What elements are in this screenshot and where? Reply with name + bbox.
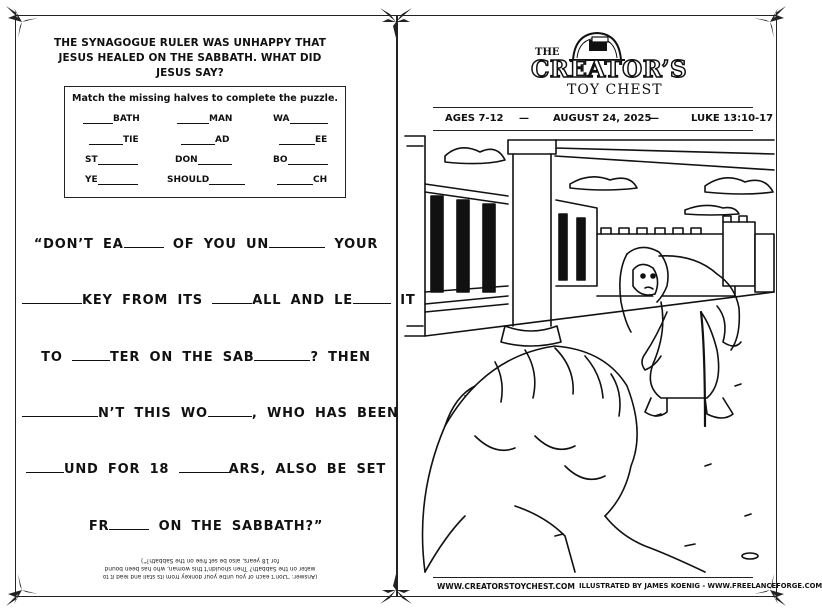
coloring-illustration — [405, 136, 774, 572]
puzzle-cell[interactable]: ST — [85, 155, 138, 165]
puzzle-cell[interactable]: TIE — [89, 135, 139, 145]
scripture-reference: LUKE 13:10-17 — [691, 113, 774, 124]
question-title: THE SYNAGOGUE RULER WAS UNHAPPY THAT JESUS HEALED ON THE SABBATH. WHAT DID JESUS SAY? — [54, 37, 326, 79]
puzzle-instruction: Match the missing halves to complete the puzzle. — [72, 93, 338, 104]
verse-line: UND FOR 18 ARS, ALSO BE SET — [22, 461, 390, 477]
puzzle-cell[interactable]: AD — [181, 135, 229, 145]
verse-line: “DON’T EA OF YOU UN YOUR — [33, 237, 379, 252]
corner-flourish-icon — [378, 572, 414, 608]
corner-flourish-icon — [4, 572, 40, 608]
age-range: AGES 7-12 — [445, 113, 504, 124]
verse-line: TO TER ON THE SAB ? THEN — [41, 350, 371, 365]
page-footer — [433, 577, 822, 594]
verse-line: FR ON THE SABBATH?” — [88, 519, 324, 534]
logo-toy-chest: TOY CHEST — [567, 82, 663, 98]
puzzle-cell[interactable]: CH — [277, 175, 327, 185]
lesson-date: AUGUST 24, 2025 — [553, 113, 652, 124]
puzzle-cell[interactable]: MAN — [177, 114, 232, 124]
corner-flourish-icon — [4, 4, 40, 40]
puzzle-cell[interactable]: BO — [273, 155, 328, 165]
logo-creators: CREATOR’S — [531, 56, 688, 83]
verse-line: KEY FROM ITS ALL AND LE IT — [22, 292, 390, 308]
corner-flourish-icon — [752, 4, 788, 40]
puzzle-cell[interactable]: YE — [85, 175, 138, 185]
puzzle-cell[interactable]: BATH — [83, 114, 140, 124]
separator: — — [519, 113, 529, 124]
verse-line: N’T THIS WO , WHO HAS BEEN — [22, 405, 390, 421]
lesson-info-bar — [433, 107, 774, 131]
illustrator-credit: ILLUSTRATED BY JAMES KOENIG - WWW.FREELANCEFORGE.COM — [579, 582, 822, 590]
corner-flourish-icon — [378, 4, 414, 40]
corner-flourish-icon — [752, 572, 788, 608]
upside-down-answer-key: (Answer: “Don’t each of you untie your donkey from its stall and lead it to water on the Sabbath? Then shouldn’t this woman, who has been bound for 18 years, also be set free on the Sabbath?”) — [102, 557, 318, 579]
puzzle-cell[interactable]: SHOULD — [167, 175, 245, 185]
puzzle-cell[interactable]: EE — [279, 135, 327, 145]
puzzle-cell[interactable]: WA — [273, 114, 328, 124]
website-link[interactable]: WWW.CREATORSTOYCHEST.COM — [437, 582, 575, 591]
separator: — — [649, 113, 659, 124]
creators-toy-chest-logo — [515, 30, 688, 100]
logo-the: THE — [535, 47, 560, 58]
puzzle-cell[interactable]: DON — [175, 155, 232, 165]
word-puzzle-box — [64, 86, 346, 198]
